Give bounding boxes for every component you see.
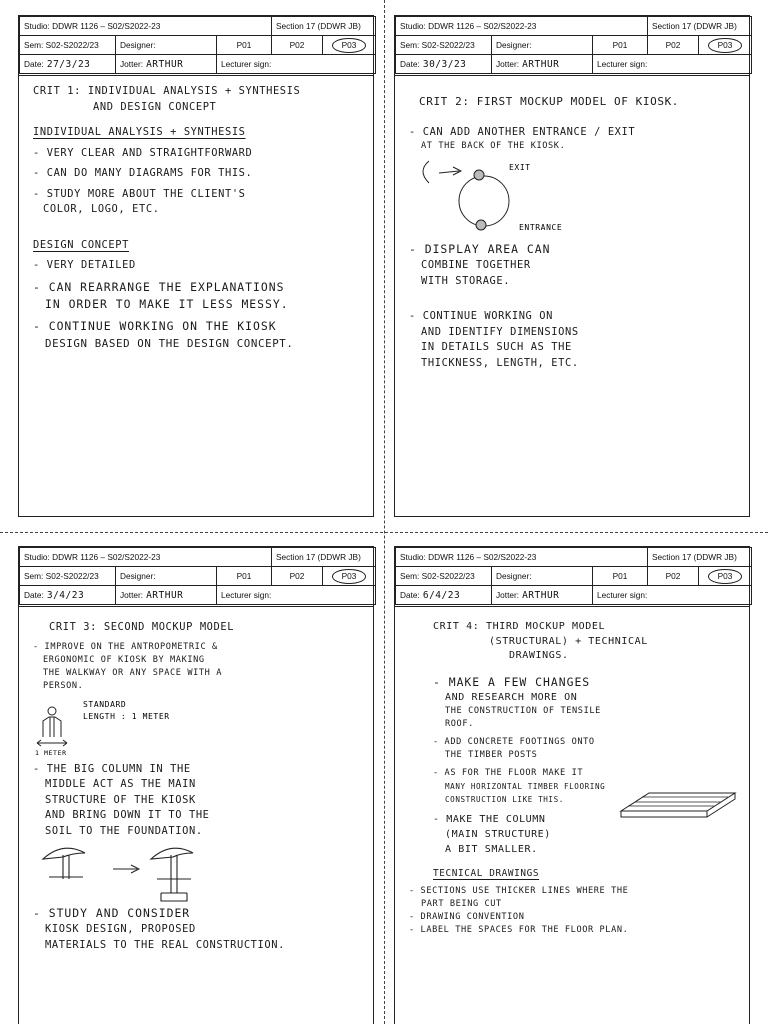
date-label: Date: bbox=[24, 58, 44, 69]
p03-cell bbox=[699, 36, 752, 55]
jotter-label: Jotter: bbox=[496, 58, 520, 69]
note-line: ROOF. bbox=[445, 719, 474, 730]
lecturer-sign-cell: Lecturer sign: bbox=[217, 586, 376, 605]
note-line: MIDDLE ACT AS THE MAIN bbox=[45, 778, 196, 790]
standard-label: STANDARD bbox=[83, 699, 127, 709]
entrance-exit-sketch bbox=[409, 153, 609, 231]
p03-cell bbox=[323, 567, 376, 586]
jotter-label: Jotter: bbox=[120, 58, 144, 69]
p03-circled: P03 bbox=[332, 569, 367, 584]
note-line: THICKNESS, LENGTH, ETC. bbox=[421, 356, 579, 369]
note-line: - THE BIG COLUMN IN THE bbox=[33, 762, 191, 775]
section-cell: Section 17 (DDWR JB) bbox=[272, 17, 376, 36]
sheet-header-table bbox=[19, 16, 376, 74]
p03-circled: P03 bbox=[708, 38, 743, 53]
studio-cell: Studio: DDWR 1126 – S02/S2022-23 bbox=[396, 17, 648, 36]
date-cell bbox=[396, 586, 492, 605]
p03-cell bbox=[699, 567, 752, 586]
person-standard-sketch bbox=[33, 693, 253, 757]
note-line: - IMPROVE ON THE ANTROPOMETRIC & bbox=[33, 641, 218, 652]
sem-cell: Sem: S02-S2022/23 bbox=[396, 36, 492, 55]
jotter-sheet-crit-1 bbox=[18, 15, 374, 517]
date-cell bbox=[20, 55, 116, 74]
sem-cell: Sem: S02-S2022/23 bbox=[396, 567, 492, 586]
note-line: AND BRING DOWN IT TO THE bbox=[45, 809, 210, 821]
p01-cell: P01 bbox=[217, 36, 272, 55]
note-line: - CAN DO MANY DIAGRAMS FOR THIS. bbox=[33, 167, 253, 179]
p02-cell: P02 bbox=[648, 567, 699, 586]
crit-title-cont: DRAWINGS. bbox=[509, 650, 569, 662]
note-line: MANY HORIZONTAL TIMBER FLOORING bbox=[445, 782, 606, 792]
length-label: LENGTH : 1 METER bbox=[83, 711, 170, 721]
vertical-cut-line bbox=[384, 0, 385, 1024]
designer-cell: Designer: bbox=[116, 567, 217, 586]
horizontal-cut-line bbox=[0, 532, 768, 533]
designer-cell: Designer: bbox=[492, 567, 593, 586]
note-line: THE TIMBER POSTS bbox=[445, 750, 538, 761]
lecturer-sign-cell: Lecturer sign: bbox=[593, 586, 752, 605]
section-heading: TECNICAL DRAWINGS bbox=[433, 868, 540, 880]
section-heading: DESIGN CONCEPT bbox=[33, 238, 129, 251]
p02-cell: P02 bbox=[272, 36, 323, 55]
note-line: KIOSK DESIGN, PROPOSED bbox=[45, 923, 196, 935]
note-line: A BIT SMALLER. bbox=[445, 843, 538, 855]
jotter-value: ARTHUR bbox=[146, 589, 184, 601]
lecturer-sign-cell: Lecturer sign: bbox=[217, 55, 376, 74]
crit-title: CRIT 1: INDIVIDUAL ANALYSIS + SYNTHESIS bbox=[33, 85, 301, 97]
jotter-sheet-crit-3 bbox=[18, 546, 374, 1024]
note-line: AND RESEARCH MORE ON bbox=[445, 691, 578, 703]
date-cell bbox=[20, 586, 116, 605]
jotter-cell bbox=[116, 55, 217, 74]
note-line: STRUCTURE OF THE KIOSK bbox=[45, 793, 196, 806]
section-cell: Section 17 (DDWR JB) bbox=[272, 548, 376, 567]
jotter-cell bbox=[492, 55, 593, 74]
note-line: - ADD CONCRETE FOOTINGS ONTO bbox=[433, 737, 595, 748]
note-line: MATERIALS TO THE REAL CONSTRUCTION. bbox=[45, 938, 285, 951]
jotter-sheet-crit-4 bbox=[394, 546, 750, 1024]
p03-circled: P03 bbox=[332, 38, 367, 53]
jotter-label: Jotter: bbox=[496, 589, 520, 600]
note-line: IN DETAILS SUCH AS THE bbox=[421, 341, 572, 353]
date-cell bbox=[396, 55, 492, 74]
p01-cell: P01 bbox=[593, 567, 648, 586]
note-line: - CONTINUE WORKING ON bbox=[409, 310, 553, 322]
sheet-header-table bbox=[19, 547, 376, 605]
p02-cell: P02 bbox=[648, 36, 699, 55]
designer-cell: Designer: bbox=[116, 36, 217, 55]
meter-label: 1 METER bbox=[35, 748, 67, 757]
exit-label: EXIT bbox=[509, 163, 531, 172]
jotter-value: ARTHUR bbox=[522, 58, 560, 70]
note-line: - CAN REARRANGE THE EXPLANATIONS bbox=[33, 279, 285, 294]
note-line: - MAKE THE COLUMN bbox=[433, 814, 546, 826]
note-line: - DISPLAY AREA CAN bbox=[409, 242, 551, 256]
note-line: WITH STORAGE. bbox=[421, 274, 511, 287]
jotter-cell bbox=[492, 586, 593, 605]
note-line: - SECTIONS USE THICKER LINES WHERE THE bbox=[409, 886, 629, 897]
note-line: THE CONSTRUCTION OF TENSILE bbox=[445, 706, 601, 717]
jotter-label: Jotter: bbox=[120, 589, 144, 600]
crit-title-cont: (STRUCTURAL) + TECHNICAL bbox=[489, 635, 648, 647]
sem-cell: Sem: S02-S2022/23 bbox=[20, 567, 116, 586]
date-value: 30/3/23 bbox=[422, 58, 467, 70]
note-line: CONSTRUCTION LIKE THIS. bbox=[445, 795, 564, 805]
jotter-sheet-crit-2 bbox=[394, 15, 750, 517]
sem-cell: Sem: S02-S2022/23 bbox=[20, 36, 116, 55]
note-line: COLOR, LOGO, ETC. bbox=[43, 203, 160, 215]
note-line: COMBINE TOGETHER bbox=[421, 259, 531, 271]
note-line: - LABEL THE SPACES FOR THE FLOOR PLAN. bbox=[409, 925, 629, 936]
note-line: DESIGN BASED ON THE DESIGN CONCEPT. bbox=[45, 336, 294, 350]
column-foundation-sketch bbox=[33, 839, 253, 905]
handwritten-notes bbox=[19, 75, 373, 516]
note-line: - MAKE A FEW CHANGES bbox=[433, 674, 591, 689]
timber-flooring-sketch bbox=[619, 789, 737, 821]
note-line: PERSON. bbox=[43, 680, 84, 691]
date-label: Date: bbox=[400, 589, 420, 600]
lecturer-sign-cell: Lecturer sign: bbox=[593, 55, 752, 74]
p01-cell: P01 bbox=[593, 36, 648, 55]
handwritten-notes bbox=[395, 75, 749, 516]
note-line: - CONTINUE WORKING ON THE KIOSK bbox=[33, 318, 277, 333]
note-line: PART BEING CUT bbox=[421, 899, 502, 910]
studio-cell: Studio: DDWR 1126 – S02/S2022-23 bbox=[20, 548, 272, 567]
date-label: Date: bbox=[400, 58, 420, 69]
p03-circled: P03 bbox=[708, 569, 743, 584]
entrance-label: ENTRANCE bbox=[519, 223, 563, 231]
section-cell: Section 17 (DDWR JB) bbox=[648, 548, 752, 567]
studio-cell: Studio: DDWR 1126 – S02/S2022-23 bbox=[20, 17, 272, 36]
note-line: AND IDENTIFY DIMENSIONS bbox=[421, 325, 579, 338]
note-line: (MAIN STRUCTURE) bbox=[445, 828, 551, 840]
note-line: SOIL TO THE FOUNDATION. bbox=[45, 824, 203, 837]
note-line: - VERY CLEAR AND STRAIGHTFORWARD bbox=[33, 146, 253, 159]
crit-title: CRIT 2: FIRST MOCKUP MODEL OF KIOSK. bbox=[419, 95, 680, 108]
note-line: IN ORDER TO MAKE IT LESS MESSY. bbox=[45, 296, 289, 311]
p01-cell: P01 bbox=[217, 567, 272, 586]
p02-cell: P02 bbox=[272, 567, 323, 586]
note-line: ERGONOMIC OF KIOSK BY MAKING bbox=[43, 654, 205, 665]
date-value: 27/3/23 bbox=[46, 58, 91, 70]
note-line: AT THE BACK OF THE KIOSK. bbox=[421, 141, 566, 151]
studio-cell: Studio: DDWR 1126 – S02/S2022-23 bbox=[396, 548, 648, 567]
sheet-header-table bbox=[395, 16, 752, 74]
note-line: - CAN ADD ANOTHER ENTRANCE / EXIT bbox=[409, 125, 636, 138]
date-value: 6/4/23 bbox=[422, 589, 461, 601]
note-line: - AS FOR THE FLOOR MAKE IT bbox=[433, 768, 584, 779]
section-heading: INDIVIDUAL ANALYSIS + SYNTHESIS bbox=[33, 126, 246, 138]
p03-cell bbox=[323, 36, 376, 55]
note-line: - DRAWING CONVENTION bbox=[409, 912, 525, 923]
crit-title: CRIT 3: SECOND MOCKUP MODEL bbox=[49, 621, 235, 633]
jotter-cell bbox=[116, 586, 217, 605]
jotter-value: ARTHUR bbox=[146, 58, 184, 70]
crit-title-cont: AND DESIGN CONCEPT bbox=[93, 100, 217, 113]
designer-cell: Designer: bbox=[492, 36, 593, 55]
handwritten-notes bbox=[19, 606, 373, 1024]
note-line: - VERY DETAILED bbox=[33, 259, 136, 271]
handwritten-notes bbox=[395, 606, 749, 1024]
crit-title: CRIT 4: THIRD MOCKUP MODEL bbox=[433, 621, 606, 632]
note-line: - STUDY AND CONSIDER bbox=[33, 906, 191, 920]
jotter-value: ARTHUR bbox=[522, 589, 560, 601]
section-cell: Section 17 (DDWR JB) bbox=[648, 17, 752, 36]
note-line: - STUDY MORE ABOUT THE CLIENT'S bbox=[33, 187, 246, 200]
date-label: Date: bbox=[24, 589, 44, 600]
date-value: 3/4/23 bbox=[46, 589, 85, 601]
note-line: THE WALKWAY OR ANY SPACE WITH A bbox=[43, 667, 222, 678]
sheet-header-table bbox=[395, 547, 752, 605]
